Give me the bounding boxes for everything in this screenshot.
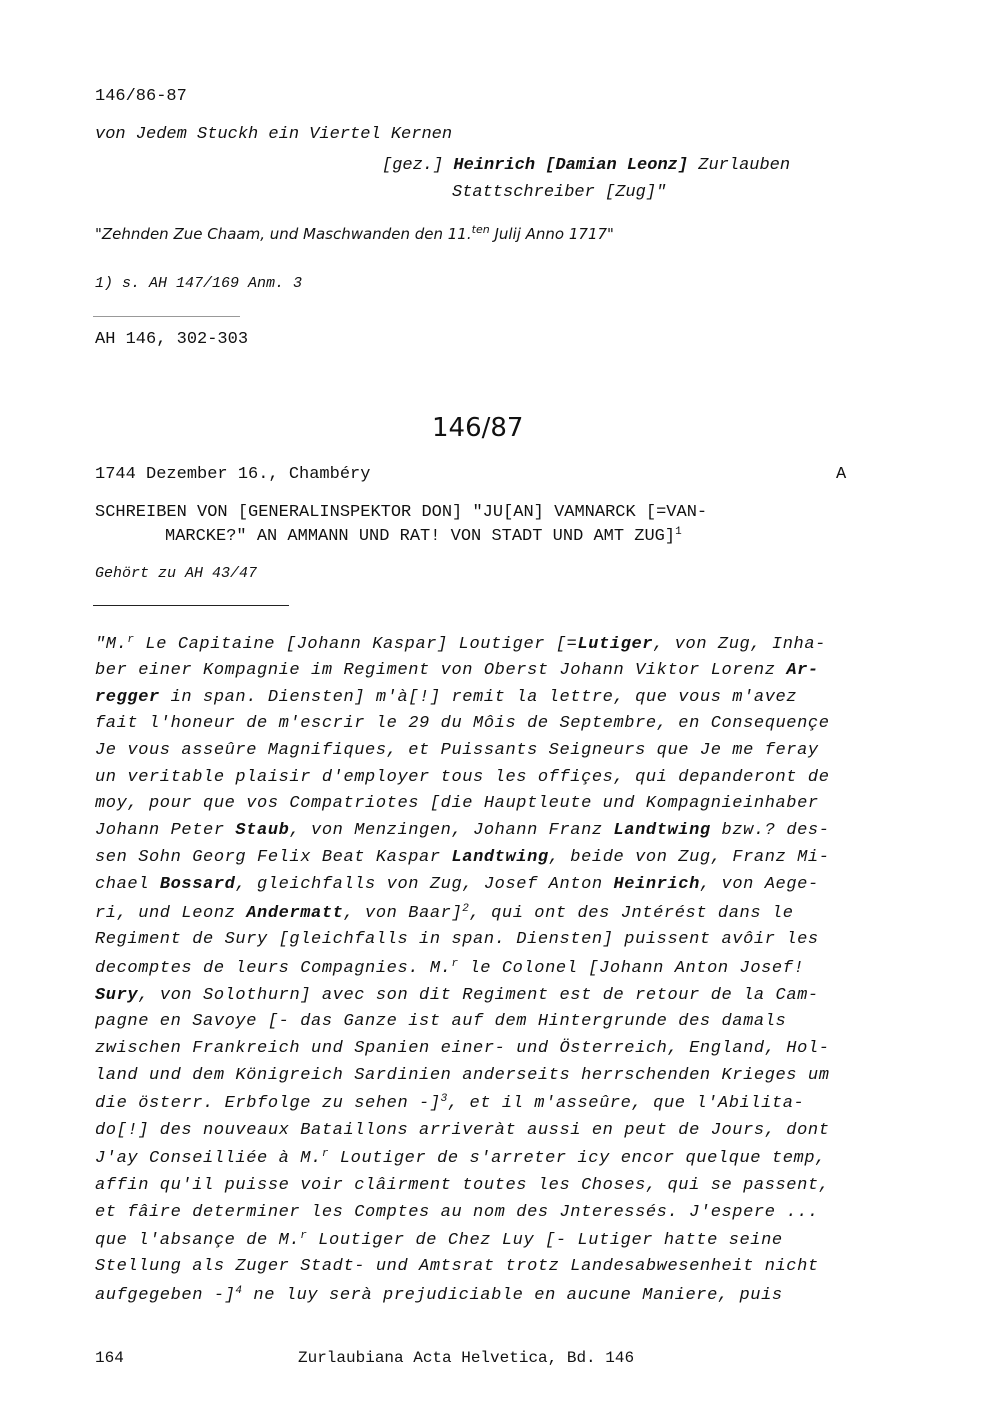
body-line: J'ay Conseilliée à M.$^r$ Loutiger de s'arreter icy encor quelque temp, bbox=[95, 1148, 826, 1168]
body-line: fait l'honeur de m'escrir le 29 du Môis de Septembre, en Consequençe bbox=[95, 714, 830, 733]
language-code: A bbox=[836, 465, 847, 484]
body-line: die österr. Erbfolge zu sehen -]$^3$, et il m'asseûre, que l'Abilita- bbox=[95, 1093, 805, 1113]
body-line: Je vous asseûre Magnifiques, et Puissants Seigneurs que Je me feray bbox=[95, 741, 819, 760]
body-line: affin qu'il puisse voir clâirment toutes les Choses, qui se passent, bbox=[95, 1176, 830, 1195]
body-line: land und dem Königreich Sardinien anderseits herrschenden Krieges um bbox=[95, 1066, 830, 1085]
body-line: do[!] des nouveaux Bataillons arriveràt aussi en peut de Jours, dont bbox=[95, 1121, 830, 1140]
source-ref: AH 146, 302-303 bbox=[95, 330, 249, 349]
body-line: chael Bossard, gleichfalls von Zug, Josef Anton Heinrich, von Aege- bbox=[95, 875, 819, 894]
previous-ref: 146/86-87 bbox=[95, 87, 187, 106]
body-line: ber einer Kompagnie im Regiment von Oberst Johann Viktor Lorenz Ar- bbox=[95, 661, 819, 680]
body-line: Regiment de Sury [gleichfalls in span. Diensten] puissent avôir les bbox=[95, 930, 819, 949]
body-line: moy, pour que vos Compatriotes [die Hauptleute und Kompagnieinhaber bbox=[95, 794, 819, 813]
body-line: ri, und Leonz Andermatt, von Baar]$^2$, qui ont des Jntérést dans le bbox=[95, 903, 794, 923]
body-line: et fâire determiner les Comptes au nom des Jnteressés. J'espere ... bbox=[95, 1203, 819, 1222]
body-line: decomptes de leurs Compagnies. M.$^r$ le Colonel [Johann Anton Josef! bbox=[95, 958, 805, 978]
document-number: 146/87 bbox=[432, 413, 524, 443]
body-line: Stellung als Zuger Stadt- und Amtsrat trotz Landesabwesenheit nicht bbox=[95, 1257, 819, 1276]
body-line: regger in span. Diensten] m'à[!] remit la lettre, que vous m'avez bbox=[95, 688, 798, 707]
body-line: Johann Peter Staub, von Menzingen, Johann Franz Landtwing bzw.? des- bbox=[95, 821, 830, 840]
document-heading-line2: MARCKE?" AN AMMANN UND RAT! VON STADT UND AMT ZUG]$^1$ bbox=[165, 526, 682, 546]
body-line: pagne en Savoye [- das Ganze ist auf dem Hintergrunde des damals bbox=[95, 1012, 787, 1031]
body-line: sen Sohn Georg Felix Beat Kaspar Landtwing, beide von Zug, Franz Mi- bbox=[95, 848, 830, 867]
previous-text-line: von Jedem Stuckh ein Viertel Kernen bbox=[95, 125, 453, 144]
signature-line: [gez.] Heinrich [Damian Leonz] Zurlauben bbox=[382, 156, 791, 175]
body-line: aufgegeben -]$^4$ ne luy serà prejudiciable en aucune Maniere, puis bbox=[95, 1285, 783, 1305]
body-line: Sury, von Solothurn] avec son dit Regiment est de retour de la Cam- bbox=[95, 986, 819, 1005]
date-place: 1744 Dezember 16., Chambéry bbox=[95, 465, 371, 484]
signature-title: Stattschreiber [Zug]" bbox=[452, 183, 667, 202]
series-title: Zurlaubiana Acta Helvetica, Bd. 146 bbox=[298, 1349, 635, 1367]
body-line: que l'absançe de M.$^r$ Loutiger de Chez Luy [- Lutiger hatte seine bbox=[95, 1230, 783, 1250]
page-number: 164 bbox=[95, 1349, 124, 1367]
belongs-to: Gehört zu AH 43/47 bbox=[95, 565, 258, 582]
dating-line: "Zehnden Zue Chaam, und Maschwanden den 11.$^{ten}$ Julij Anno 1717" bbox=[95, 223, 614, 243]
body-line: "M.$^r$ Le Capitaine [Johann Kaspar] Loutiger [=Lutiger, von Zug, Inha- bbox=[95, 634, 826, 654]
footnote: 1) s. AH 147/169 Anm. 3 bbox=[95, 275, 303, 292]
body-line: un veritable plaisir d'employer tous les offiçes, qui depanderont de bbox=[95, 768, 830, 787]
body-line: zwischen Frankreich und Spanien einer- und Österreich, England, Hol- bbox=[95, 1039, 830, 1058]
footnote-divider bbox=[93, 316, 240, 317]
document-heading-line1: SCHREIBEN VON [GENERALINSPEKTOR DON] "JU[AN] VAMNARCK [=VAN- bbox=[95, 503, 708, 522]
heading-divider bbox=[93, 605, 289, 606]
